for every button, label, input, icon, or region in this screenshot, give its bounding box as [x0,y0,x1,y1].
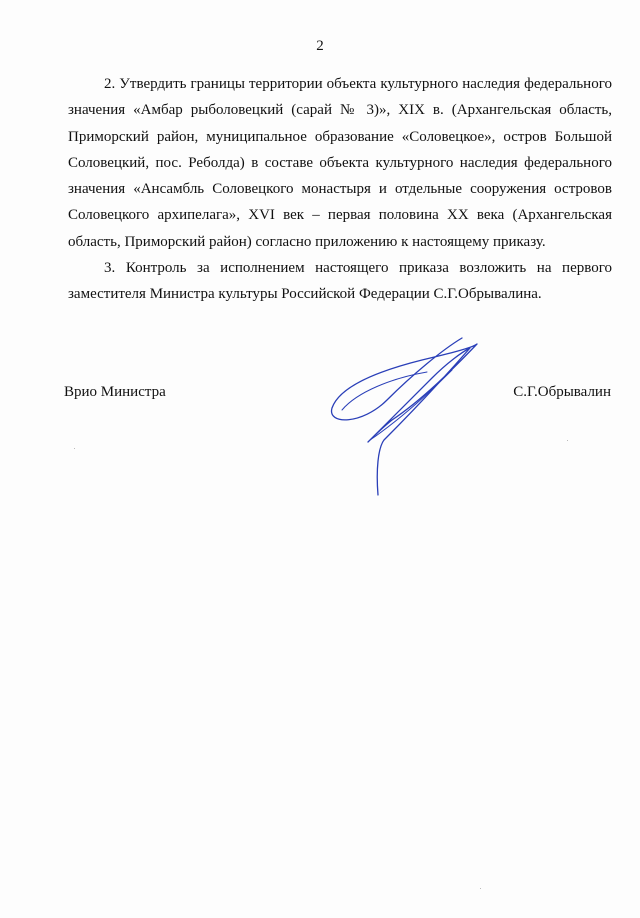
page-number: 2 [316,38,324,54]
scan-speck [480,888,481,889]
signatory-name: С.Г.Обрывалин [513,384,611,400]
handwritten-signature [322,330,492,500]
paragraph-control: 3. Контроль за исполнением настоящего приказа возложить на первого заместителя Министра культуры Российской Федерации С.Г.Обрывалина. [68,260,612,303]
scan-speck [74,448,75,449]
document-body [68,71,612,308]
scan-speck [567,440,568,441]
paragraph-approve-boundaries: 2. Утвердить границы территории объекта культурного наследия федерального значения «Амбар рыболовецкий (сарай № 3)», XIX в. (Архангельская область, Приморский район, муниципальное образование «Соловецкое», остров Большой Соловецкий, пос. Реболда) в составе объекта культурного наследия федерального значения «Ансамбль Соловецкого монастыря и отдельные сооружения островов Соловецкого архипелага», XVI век – первая половина XX века (Архангельская область, Приморский район) согласно приложению к настоящему приказу. [68,76,612,250]
signatory-role: Врио Министра [64,384,166,400]
